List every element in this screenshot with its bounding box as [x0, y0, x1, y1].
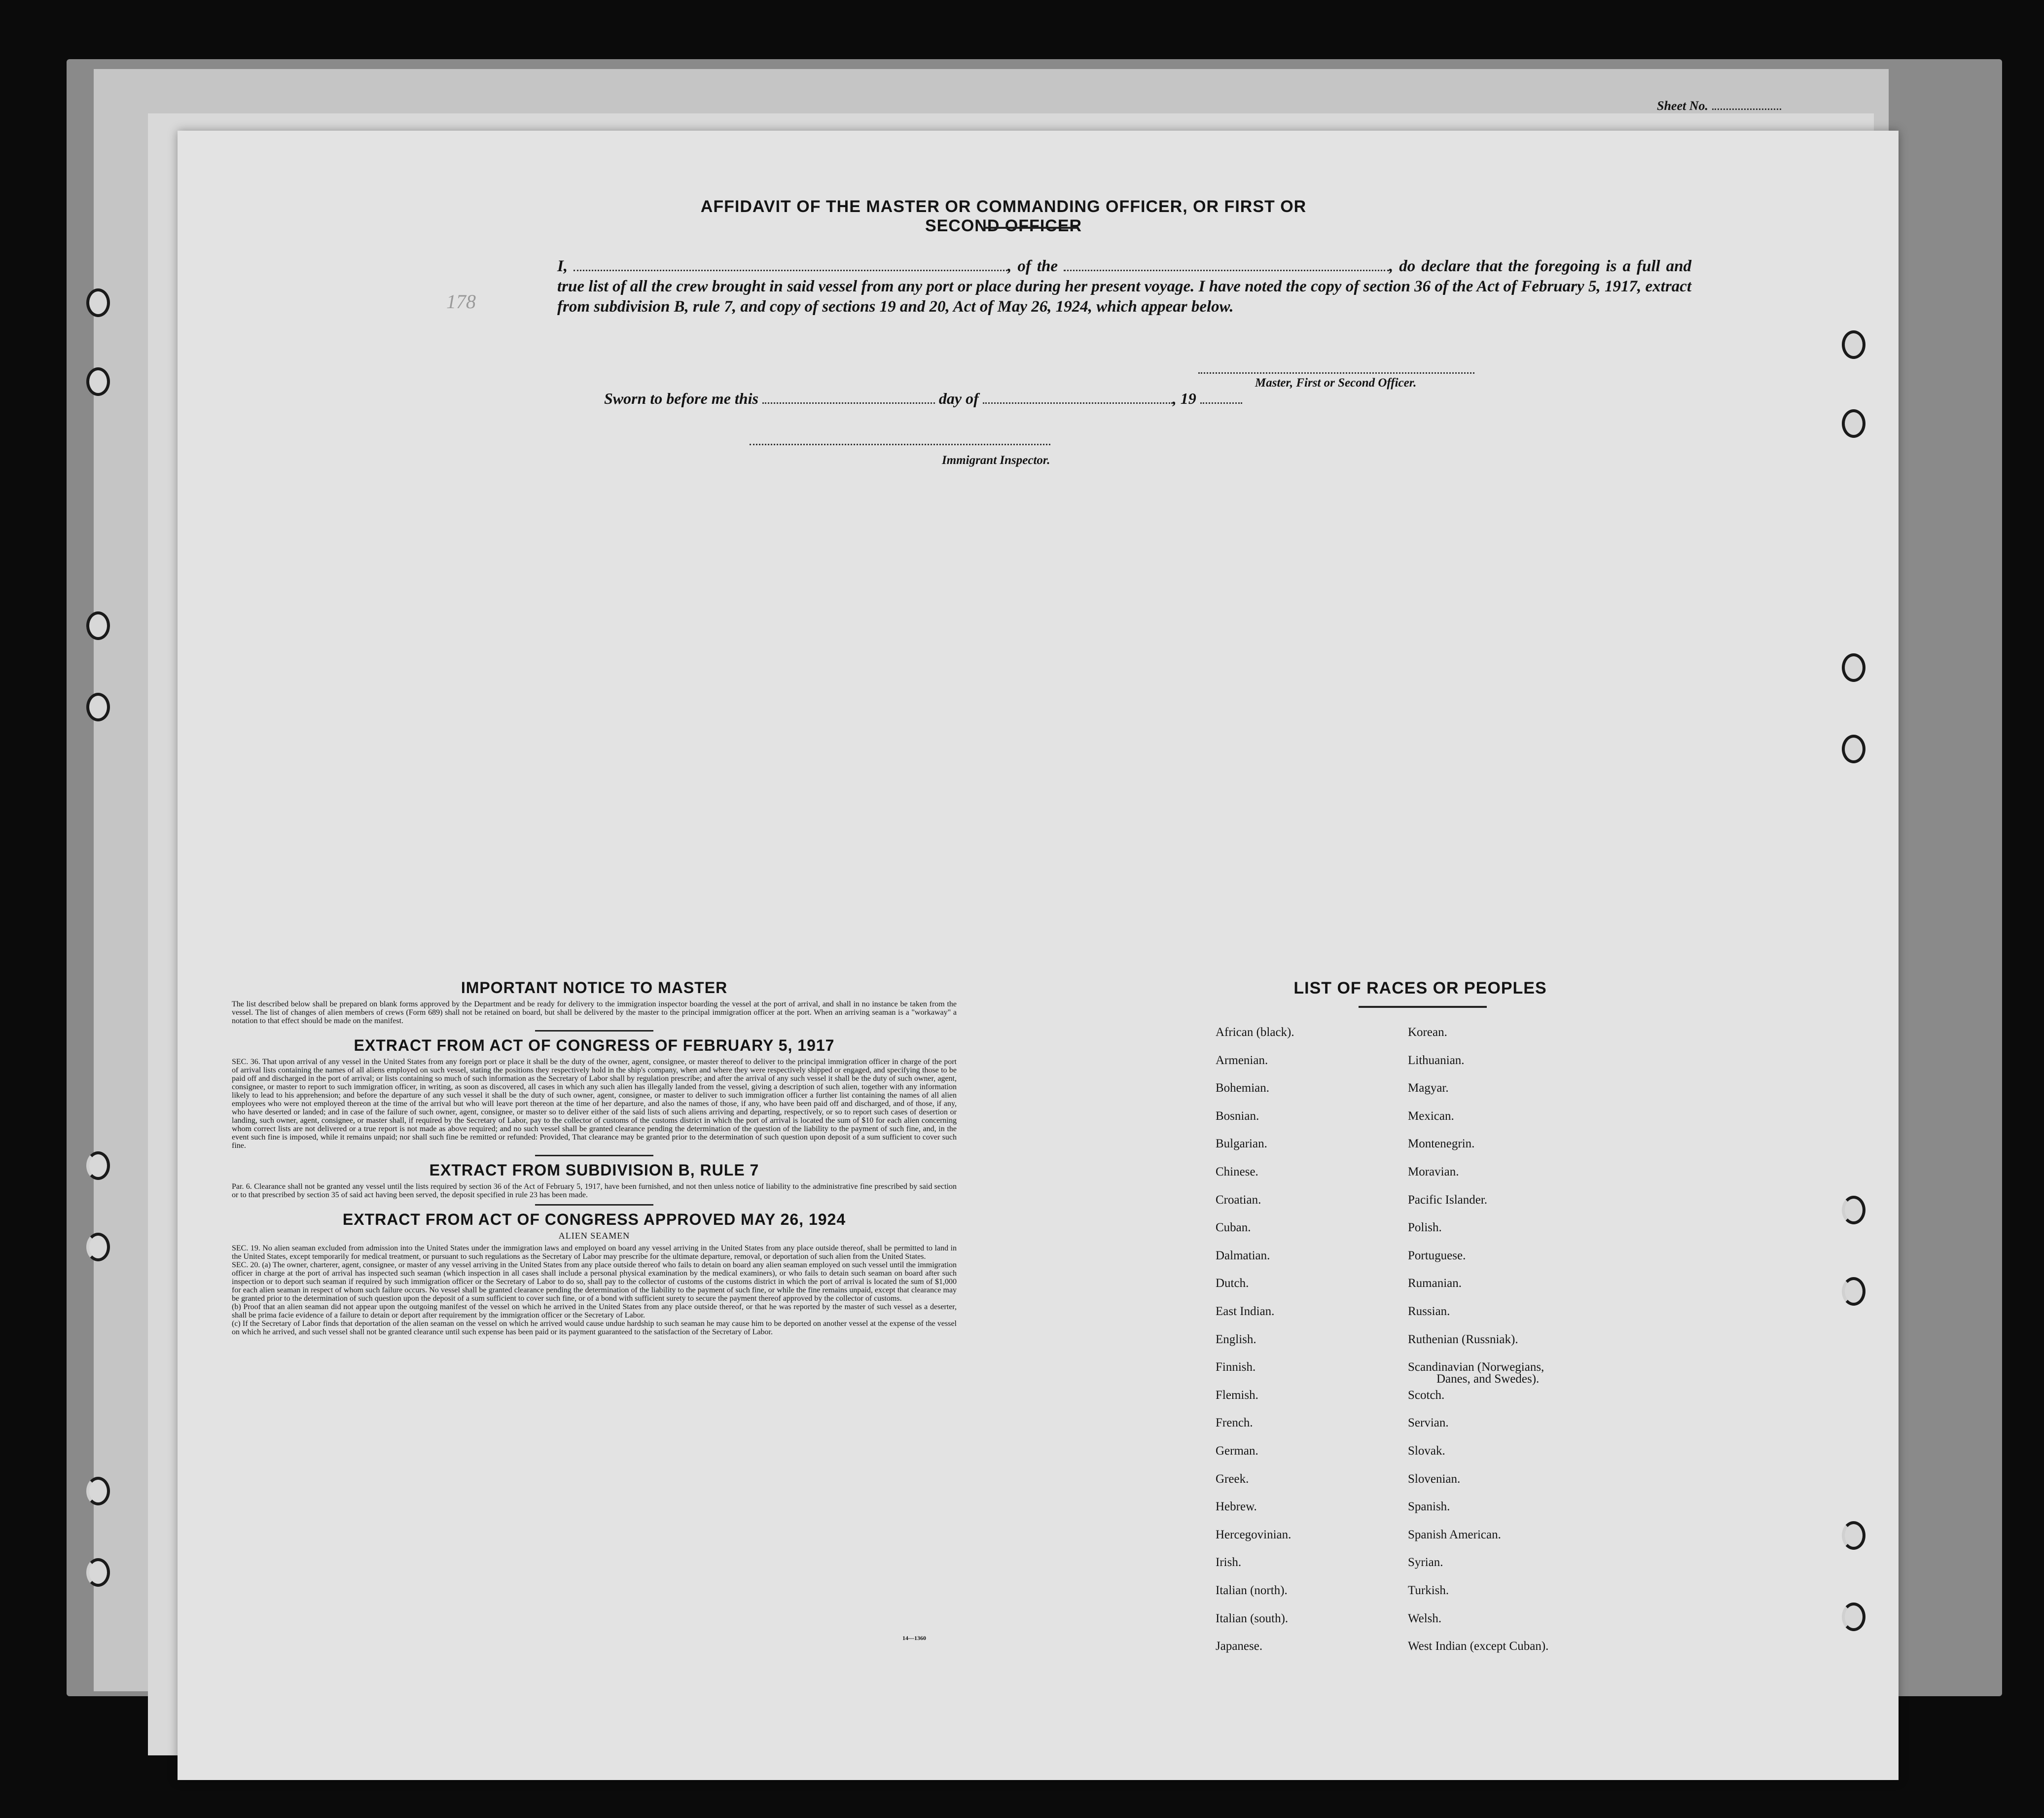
race-item: Chinese.: [1216, 1165, 1258, 1178]
race-item: Italian (south).: [1216, 1612, 1289, 1625]
sworn-line: [604, 390, 1242, 408]
extract-1924-sec20c: (c) If the Secretary of Labor finds that deportation of the alien seaman on the vessel on which he arrived would cause undue hardship to such seaman he may cause him to be deported on another vessel at the expense of the vessel on which he arrived, and such vessel shall not be granted clearance until such expense has been paid or its payment guaranteed to the satisfaction of the Secretary of Labor.: [232, 1319, 957, 1336]
race-item: Welsh.: [1408, 1612, 1442, 1625]
extract-1924-sec20a: SEC. 20. (a) The owner, charterer, agent, consignee, or master of any vessel arriving in the United States from any place outside thereof who fails to detain on board any alien seaman employed on such vessel until the immigration officer in charge at the port of arrival has inspected such seaman (which inspection in all cases shall include a personal physical examination by the medical examiners), or who fails to detain such seaman on board after such inspection or to deport such seaman if required by such immigration officer or the Secretary of Labor to do so, shall pay to the collector of customs of the customs district in which the port of arrival is located the sum of $1,000 for each alien seaman in respect of whom such failure occurs. No vessel shall be granted clearance pending the determination of the liability to the payment of such fine, or while the fine remains unpaid, except that clearance may be granted prior to the determination of such question upon the deposit of a sum sufficient to cover such fine, or of a bond with sufficient surety to secure the payment thereof approved by the collector of customs.: [232, 1261, 957, 1303]
race-item: Flemish.: [1216, 1389, 1258, 1402]
title-rule: [984, 227, 1077, 229]
race-item: Italian (north).: [1216, 1584, 1288, 1597]
race-item: Scandinavian (Norwegians,: [1408, 1360, 1544, 1374]
sheet-number-text: Sheet No.: [1657, 99, 1708, 113]
declaration-do-declare: , do declare: [1389, 257, 1470, 275]
race-item: Cuban.: [1216, 1221, 1251, 1234]
race-item: Hebrew.: [1216, 1500, 1257, 1513]
sworn-prefix: Sworn to before me this: [604, 390, 758, 407]
race-item: Korean.: [1408, 1026, 1447, 1039]
declaration-of-the: , of the: [1007, 257, 1058, 275]
race-item: Bulgarian.: [1216, 1137, 1267, 1150]
race-item: Bohemian.: [1216, 1081, 1270, 1095]
punch-hole-icon: [86, 1477, 110, 1505]
sworn-year-field[interactable]: [1200, 392, 1242, 404]
race-item: East Indian.: [1216, 1305, 1275, 1318]
race-item: African (black).: [1216, 1026, 1294, 1039]
affidavit-declaration: [557, 256, 1691, 317]
form-code: 14—1360: [902, 1635, 926, 1641]
race-item: Slovenian.: [1408, 1472, 1461, 1486]
extract-1924-subtitle: ALIEN SEAMEN: [558, 1231, 630, 1241]
race-item: Ruthenian (Russniak).: [1408, 1333, 1518, 1346]
race-item: Dutch.: [1216, 1277, 1249, 1290]
affidavit-form-page: [178, 131, 1899, 1780]
race-item: Spanish American.: [1408, 1528, 1501, 1541]
race-item: Armenian.: [1216, 1054, 1268, 1067]
race-item: Moravian.: [1408, 1165, 1459, 1178]
declaration-i: I,: [557, 257, 568, 275]
punch-hole-icon: [86, 1558, 110, 1587]
race-item: Dalmatian.: [1216, 1249, 1270, 1262]
inspector-signature-line[interactable]: [750, 444, 1050, 445]
race-item: Lithuanian.: [1408, 1054, 1465, 1067]
punch-hole-icon: [1842, 735, 1865, 763]
races-title-rule: [1359, 1006, 1487, 1008]
sheet-number-label: [1657, 99, 1781, 113]
race-item: Mexican.: [1408, 1109, 1454, 1123]
races-title: LIST OF RACES OR PEOPLES: [1293, 979, 1547, 998]
race-item: Irish.: [1216, 1556, 1242, 1569]
race-item: Russian.: [1408, 1305, 1450, 1318]
punch-hole-icon: [86, 288, 110, 317]
punch-hole-icon: [1842, 1196, 1865, 1224]
punch-hole-icon: [86, 693, 110, 721]
punch-hole-icon: [1842, 653, 1865, 682]
punch-hole-icon: [1842, 1603, 1865, 1631]
race-item: Montenegrin.: [1408, 1137, 1475, 1150]
section-rule: [535, 1204, 653, 1206]
race-item: Magyar.: [1408, 1081, 1449, 1095]
race-item: Finnish.: [1216, 1360, 1256, 1374]
affidavit-title: AFFIDAVIT OF THE MASTER OR COMMANDING OFFICER, OR FIRST OR SECOND OFFICER: [700, 197, 1307, 235]
race-item: Polish.: [1408, 1221, 1442, 1234]
declaration-body: that the foregoing is a full and true list of all the crew brought in said vessel from any port or place during her present voyage. I have noted the copy of section 36 of the Act of February 5, 1917, extract from subdivision B, rule 7, and copy of sections 19 and 20, Act of May 26, 1924, which appear below.: [557, 257, 1692, 316]
extract-rule7-text: Par. 6. Clearance shall not be granted any vessel until the lists required by section 36 of the Act of February 5, 1917, have been furnished, and not then unless notice of liability to the administrative fine prescribed by said section or to that prescribed by section 35 of said act having been served, the deposit specified in rule 23 has been made.: [232, 1182, 957, 1199]
race-item: Hercegovinian.: [1216, 1528, 1291, 1541]
sheet-number-field: [1712, 108, 1781, 110]
race-item: Bosnian.: [1216, 1109, 1259, 1123]
punch-hole-icon: [1842, 409, 1865, 438]
race-item: French.: [1216, 1416, 1253, 1429]
master-caption: Master, First or Second Officer.: [1255, 376, 1417, 390]
section-rule: [535, 1030, 653, 1032]
master-signature-line[interactable]: [1198, 372, 1474, 374]
declarant-name-field[interactable]: [574, 259, 1007, 271]
section-rule: [535, 1155, 653, 1156]
inspector-caption: Immigrant Inspector.: [942, 454, 1050, 467]
faint-stamp-number: 178: [446, 290, 476, 313]
race-item: Syrian.: [1408, 1556, 1443, 1569]
race-item: Rumanian.: [1408, 1277, 1462, 1290]
race-item-continuation: Danes, and Swedes).: [1436, 1372, 1540, 1386]
vessel-name-field[interactable]: [1064, 259, 1389, 271]
punch-hole-icon: [1842, 1521, 1865, 1550]
race-item: West Indian (except Cuban).: [1408, 1640, 1549, 1653]
punch-hole-icon: [86, 611, 110, 640]
extract-rule7-title: EXTRACT FROM SUBDIVISION B, RULE 7: [429, 1161, 759, 1179]
notices-column: [232, 979, 957, 1336]
race-item: Japanese.: [1216, 1640, 1263, 1653]
extract-1924-title: EXTRACT FROM ACT OF CONGRESS APPROVED MAY 26, 1924: [342, 1211, 846, 1228]
race-item: Slovak.: [1408, 1444, 1445, 1458]
race-item: German.: [1216, 1444, 1258, 1458]
extract-1924-sec19: SEC. 19. No alien seaman excluded from admission into the United States under the immigration laws and employed on board any vessel arriving in the United States from any place outside thereof, shall be permitted to land in the United States, except temporarily for medical treatment, or pursuant to such regulations as the Secretary of Labor may prescribe for the ultimate departure, removal, or deportation of such alien from the United States.: [232, 1244, 957, 1261]
race-item: Portuguese.: [1408, 1249, 1466, 1262]
sworn-month-field[interactable]: [983, 392, 1173, 404]
punch-hole-icon: [86, 367, 110, 396]
race-item: Spanish.: [1408, 1500, 1450, 1513]
sworn-day-field[interactable]: [762, 392, 935, 404]
race-item: English.: [1216, 1333, 1256, 1346]
race-item: Greek.: [1216, 1472, 1249, 1486]
extract-1917-title: EXTRACT FROM ACT OF CONGRESS OF FEBRUARY 5, 1917: [354, 1036, 835, 1054]
extract-1917-text: SEC. 36. That upon arrival of any vessel in the United States from any foreign port or place it shall be the duty of the owner, agent, consignee, or master thereof to deliver to the principal immigration officer in charge of the port of arrival lists containing the names of all aliens employed on such vessel, stating the positions they respectively hold in the ship's company, when and where they were respectively shipped or engaged, and specifying those to be paid off and discharged in the port of arrival; or lists containing so much of such information as the Secretary of Labor shall by regulation prescribe; and after the arrival of any such vessel it shall be the duty of such owner, agent, consignee, or master to report to such immigration officer, in writing, as soon as discovered, all cases in which any such alien has illegally landed from the vessel, giving a description of such alien, together with any information likely to lead to his apprehension; and before the departure of any such vessel it shall be the duty of such owner, agent, consignee, or master to deliver to such immigration officer a further list containing the names of all alien employees who were not employed thereon at the time of the arrival but who will leave port thereon at the time of her departure, and also the names of those, if any, who have been paid off and discharged, and of those, if any, who have deserted or landed; and in case of the failure of such owner, agent, consignee, or master so to deliver either of the said lists of such aliens arriving and departing, respectively, or so to report such cases of desertion or landing, such owner, agent, consignee, or master shall, if required by the Secretary of Labor, pay to the collector of customs of the customs district in which the port of arrival is located the sum of $10 for each alien concerning whom correct lists are not delivered or a true report is not made as above required; and no such vessel shall be granted clearance pending the determination of the question of the liability to the payment of such fine, and, in the event such fine is imposed, while it remains unpaid; nor shall such fine be remitted or refunded: Provided, That clearance may be granted prior to the determination of such question upon deposit of a sum sufficient to cover such fine.: [232, 1058, 957, 1150]
race-item: Turkish.: [1408, 1584, 1449, 1597]
race-item: Pacific Islander.: [1408, 1193, 1488, 1207]
sworn-year-prefix: , 19: [1172, 390, 1196, 407]
punch-hole-icon: [86, 1233, 110, 1261]
race-item: Croatian.: [1216, 1193, 1261, 1207]
punch-hole-icon: [86, 1151, 110, 1180]
race-item: Servian.: [1408, 1416, 1449, 1429]
notice-text: The list described below shall be prepared on blank forms approved by the Department and be ready for delivery to the immigration inspector boarding the vessel at the port of arrival, and shall in no instance be taken from the vessel. The list of changes of alien members of crews (Form 689) shall not be retained on board, but shall be delivered by the master to the principal immigration officer at the port. When an arriving seaman is a "workaway" a notation to that effect should be made on the manifest.: [232, 1000, 957, 1025]
punch-hole-icon: [1842, 330, 1865, 359]
notice-title: IMPORTANT NOTICE TO MASTER: [461, 979, 728, 997]
extract-1924-sec20b: (b) Proof that an alien seaman did not appear upon the outgoing manifest of the vessel on which he arrived in the United States from any place outside thereof, or that he was reported by the master of such vessel as a deserter, shall be prima facie evidence of a failure to detain or deport after requirement by the immigration officer or the Secretary of Labor.: [232, 1303, 957, 1319]
punch-hole-icon: [1842, 1277, 1865, 1306]
sworn-day-of: day of: [938, 390, 979, 407]
race-item: Scotch.: [1408, 1389, 1445, 1402]
